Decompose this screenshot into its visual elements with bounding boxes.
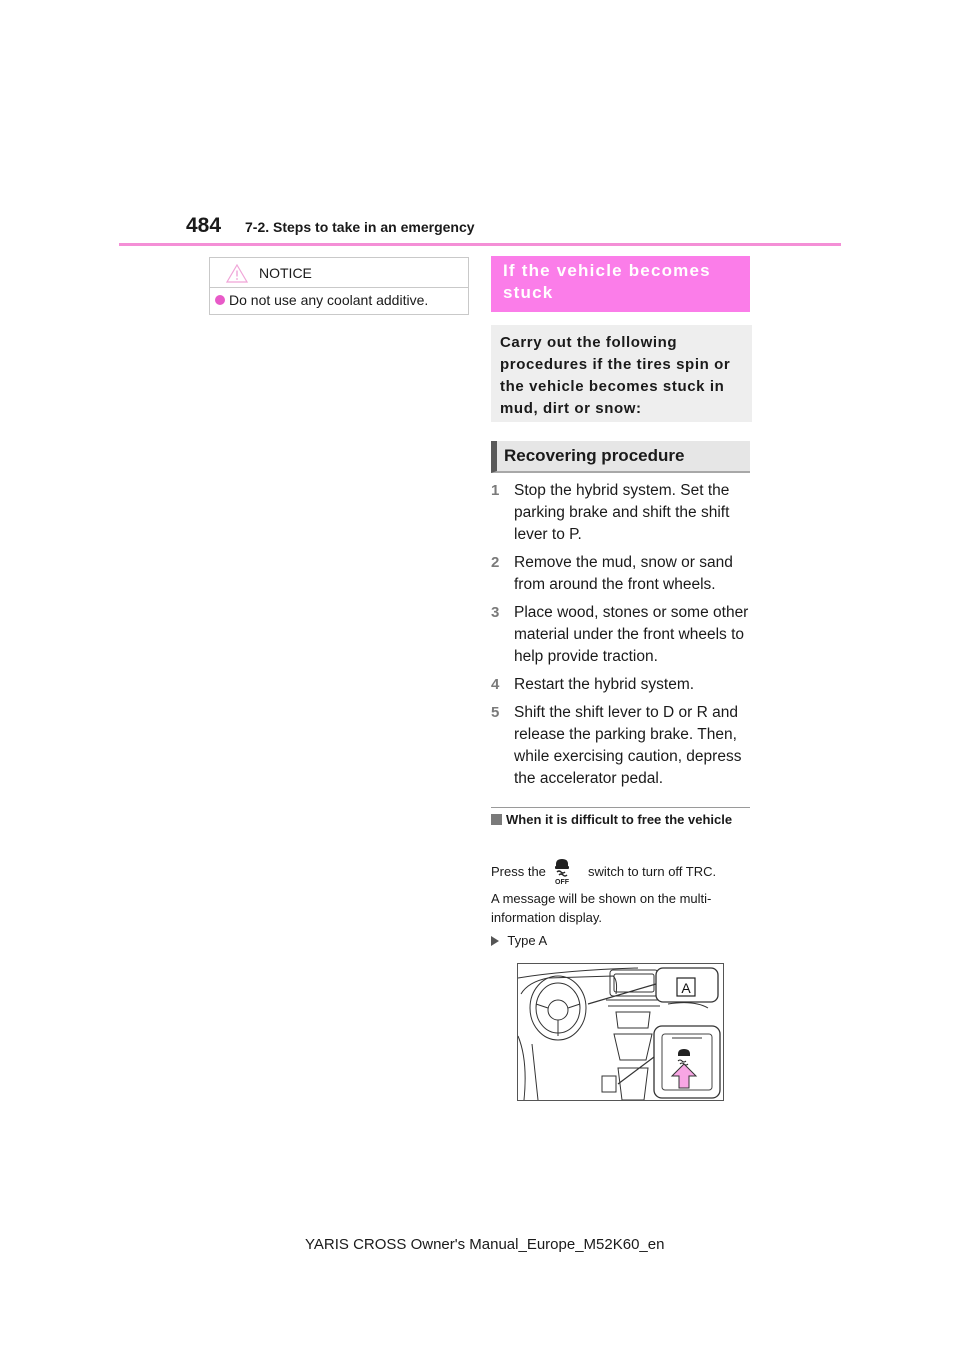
page-number: 484: [186, 214, 222, 237]
step-item: [491, 674, 751, 696]
press-text-after: switch to turn off TRC.: [588, 864, 717, 879]
warning-triangle-icon: [226, 264, 248, 283]
bullet-dot: [215, 295, 225, 305]
footer-text: YARIS CROSS Owner's Manual_Europe_M52K60_en: [305, 1236, 665, 1253]
step-text: Restart the hybrid system.: [514, 676, 695, 693]
info-rule: [491, 807, 750, 808]
step-number: 1: [491, 482, 500, 499]
square-bullet-icon: [491, 814, 502, 825]
type-label-text: Type A: [507, 933, 548, 948]
step-text: Stop the hybrid system. Set the parking brake and shift the shift lever to P.: [514, 482, 730, 543]
trc-off-switch-icon: [551, 856, 573, 886]
dashboard-drawing: [518, 964, 724, 1101]
step-item: [491, 602, 751, 668]
notice-item: [210, 288, 468, 315]
section-title: 7-2. Steps to take in an emergency: [245, 219, 475, 235]
recovering-procedure-heading: Recovering procedure: [491, 441, 750, 473]
step-text: Remove the mud, snow or sand from around the front wheels.: [514, 554, 733, 593]
step-number: 3: [491, 604, 500, 621]
info-heading-text: When it is difficult to free the vehicle: [506, 812, 733, 827]
step-item: [491, 702, 751, 790]
step-number: 5: [491, 704, 500, 721]
notice-label: NOTICE: [259, 265, 312, 281]
dashboard-illustration: [517, 963, 724, 1101]
message-text: A message will be shown on the multi-information display.: [491, 891, 712, 925]
step-number: 4: [491, 676, 500, 693]
notice-header: [210, 258, 468, 288]
step-item: [491, 552, 751, 596]
stuck-intro: Carry out the following procedures if the tires spin or the vehicle becomes stuck in mud, dirt or snow:: [491, 325, 752, 422]
press-instruction: [491, 856, 750, 888]
callout-label: A: [681, 980, 691, 996]
header-rule: [119, 243, 841, 246]
steps-list: [491, 480, 751, 796]
notice-item-text: Do not use any coolant additive.: [229, 292, 429, 308]
trc-off-label: OFF: [555, 879, 569, 886]
step-text: Shift the shift lever to D or R and release the parking brake. Then, while exercising caution, depress the accelerator pedal.: [514, 704, 742, 787]
stuck-heading: If the vehicle becomes stuck: [491, 256, 750, 312]
triangle-bullet-icon: [491, 936, 499, 946]
press-text-before: Press the: [491, 864, 546, 879]
step-text: Place wood, stones or some other material under the front wheels to help provide traction.: [514, 604, 749, 665]
step-number: 2: [491, 554, 500, 571]
type-label: [491, 933, 547, 948]
notice-box: [209, 257, 469, 315]
step-item: [491, 480, 751, 546]
info-heading: [491, 813, 750, 827]
